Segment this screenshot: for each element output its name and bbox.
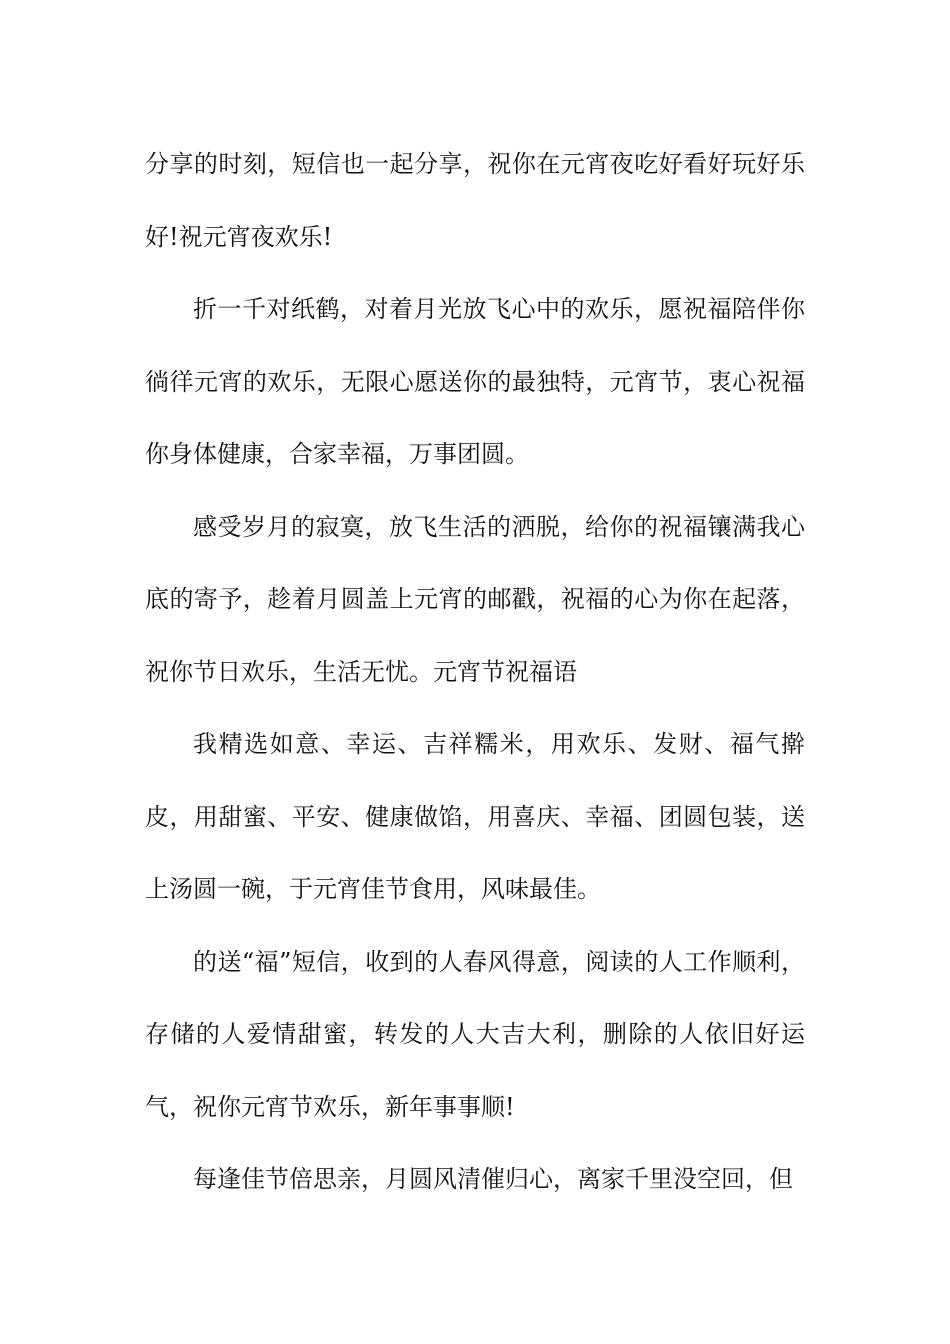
paragraph-tangyuan: 我精选如意、幸运、吉祥糯米，用欢乐、发财、福气擀皮，用甜蜜、平安、健康做馅，用喜庆、幸福、团圆包装，送上汤圆一碗，于元宵佳节食用，风味最佳。 [145,730,805,903]
paragraph-years-loneliness: 感受岁月的寂寞，放飞生活的洒脱，给你的祝福镶满我心底的寄予，趁着月圆盖上元宵的邮戳，祝福的心为你在起落，祝你节日欢乐，生活无忧。元宵节祝福语 [145,512,805,686]
paragraph-paper-cranes: 折一千对纸鹤，对着月光放飞心中的欢乐，愿祝福陪伴你徜徉元宵的欢乐，无限心愿送你的最独特，元宵节，衷心祝福你身体健康，合家幸福，万事团圆。 [145,295,805,468]
document-body [145,128,805,1216]
paragraph-continued: 分享的时刻，短信也一起分享，祝你在元宵夜吃好看好玩好乐好!祝元宵夜欢乐! [145,150,805,251]
paragraph-missing-family: 每逢佳节倍思亲，月圆风清催归心，离家千里没空回，但 [193,1165,793,1193]
paragraph-fu-message: 的送“福”短信，收到的人春风得意，阅读的人工作顺利，存储的人爱情甜蜜，转发的人大吉大利，删除的人依旧好运气，祝你元宵节欢乐，新年事事顺! [145,947,805,1121]
